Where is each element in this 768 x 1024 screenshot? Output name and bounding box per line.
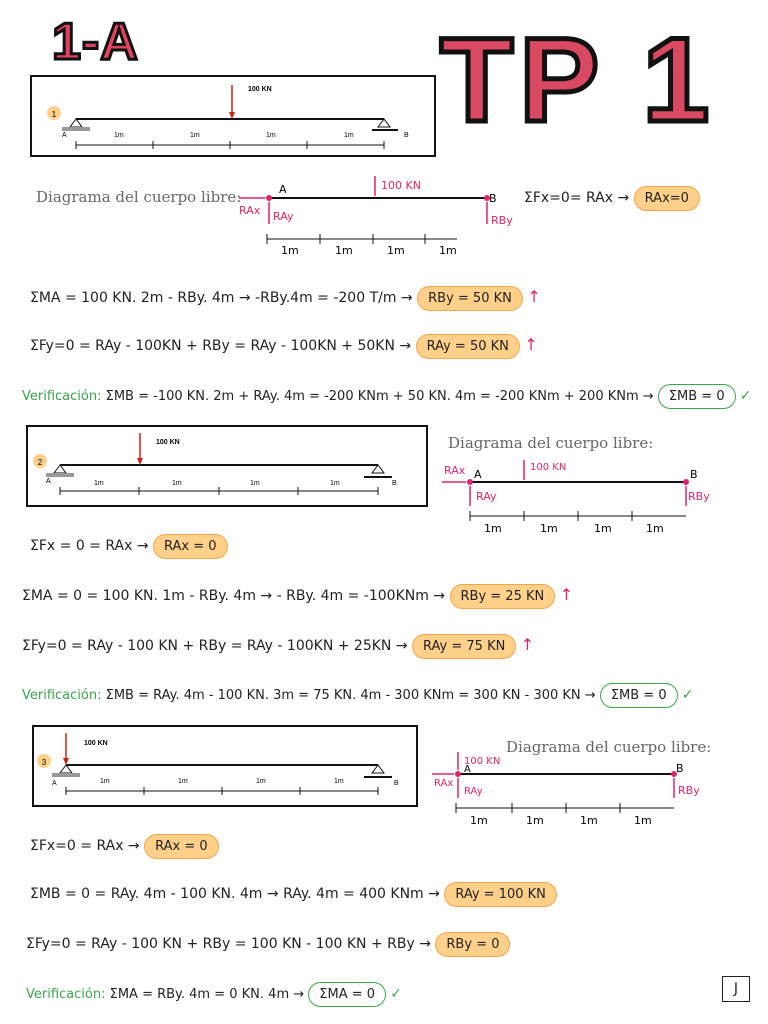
span-label: 1m <box>344 132 354 139</box>
problem-2-fbd <box>440 456 730 536</box>
roller-support-icon <box>378 119 390 127</box>
svg-text:A: A <box>52 780 57 787</box>
fbd-label: Diagrama del cuerpo libre: <box>448 434 654 452</box>
svg-text:RAy: RAy <box>464 786 483 797</box>
result-highlight: RAy = 50 KN <box>416 334 520 359</box>
span-label: 1m <box>266 132 276 139</box>
node-b-label: B <box>404 132 409 139</box>
svg-text:2: 2 <box>37 458 43 467</box>
ground-hatch <box>62 127 90 131</box>
problem-3-figure <box>32 725 418 807</box>
svg-text:1m: 1m <box>281 244 299 254</box>
svg-text:1m: 1m <box>172 480 182 487</box>
problem-number: 1 <box>51 110 57 119</box>
eq-fx: ΣFx=0= RAx → RAx=0 <box>524 186 700 211</box>
svg-text:B: B <box>676 762 684 775</box>
eq-fy: ΣFy=0 = RAy - 100KN + RBy = RAy - 100KN + 50KN → RAy = 50 KN ↑ <box>30 334 538 359</box>
svg-text:1m: 1m <box>634 814 652 827</box>
verified-result: ΣMB = 0 <box>658 384 736 409</box>
eq-fy: ΣFy=0 = RAy - 100 KN + RBy = RAy - 100KN + 25KN → RAy = 75 KN ↑ <box>22 634 534 659</box>
svg-text:1m: 1m <box>256 778 266 785</box>
fbd-label: Diagrama del cuerpo libre: <box>506 738 712 756</box>
problem-1-figure <box>30 75 436 157</box>
svg-text:1m: 1m <box>484 522 502 535</box>
svg-text:A: A <box>464 764 471 775</box>
svg-text:A: A <box>279 183 287 196</box>
eq-fx: ΣFx=0 = RAx → RAx = 0 <box>30 834 219 859</box>
eq-fx: ΣFx = 0 = RAx → RAx = 0 <box>30 534 228 559</box>
problem-1-fbd <box>235 172 520 254</box>
page-code-title: 1-A <box>52 13 139 71</box>
eq-moment: ΣMB = 0 = RAy. 4m - 100 KN. 4m → RAy. 4m = 400 KNm → RAy = 100 KN <box>30 882 557 907</box>
svg-text:B: B <box>690 468 698 481</box>
svg-text:1m: 1m <box>178 778 188 785</box>
svg-text:RBy: RBy <box>688 490 710 503</box>
span-label: 1m <box>190 132 200 139</box>
svg-text:1m: 1m <box>335 244 353 254</box>
node-a-label: A <box>62 132 67 139</box>
svg-text:1m: 1m <box>646 522 664 535</box>
result-highlight: RBy = 50 KN <box>417 286 523 311</box>
eq-moment: ΣMA = 0 = 100 KN. 1m - RBy. 4m → - RBy. 4m = -100KNm → RBy = 25 KN ↑ <box>22 584 573 609</box>
svg-text:1m: 1m <box>330 480 340 487</box>
svg-text:1m: 1m <box>594 522 612 535</box>
span-label: 1m <box>114 132 124 139</box>
svg-text:100 KN: 100 KN <box>381 179 421 192</box>
eq-fy: ΣFy=0 = RAy - 100 KN + RBy = 100 KN - 100 KN + RBy → RBy = 0 <box>26 932 510 957</box>
svg-text:1m: 1m <box>439 244 457 254</box>
svg-text:A: A <box>46 478 51 485</box>
svg-text:A: A <box>474 468 482 481</box>
svg-text:RBy: RBy <box>491 214 513 227</box>
tp-title: TP 1 <box>440 13 716 147</box>
pin-support-icon <box>60 765 72 773</box>
svg-text:1m: 1m <box>540 522 558 535</box>
svg-text:RAy: RAy <box>476 490 497 503</box>
svg-text:1m: 1m <box>470 814 488 827</box>
svg-text:RBy: RBy <box>678 784 700 797</box>
verification: Verificación: ΣMB = -100 KN. 2m + RAy. 4m = -200 KNm + 50 KN. 4m = -200 KNm + 200 KNm → ΣMB = 0 ✓ <box>22 384 751 409</box>
svg-text:B: B <box>394 780 399 787</box>
svg-text:B: B <box>392 480 397 487</box>
fbd-label: Diagrama del cuerpo libre: <box>36 188 242 206</box>
svg-text:100 KN: 100 KN <box>84 740 108 747</box>
problem-3-fbd <box>430 750 720 830</box>
svg-text:1m: 1m <box>94 480 104 487</box>
svg-text:RAx: RAx <box>444 464 466 477</box>
svg-text:RAy: RAy <box>273 210 294 223</box>
svg-text:100 KN: 100 KN <box>156 439 180 446</box>
roller-support-icon <box>372 765 384 773</box>
verification: Verificación: ΣMB = RAy. 4m - 100 KN. 3m = 75 KN. 4m - 300 KNm = 300 KN - 300 KN → ΣMB = 0 ✓ <box>22 683 693 708</box>
svg-text:3: 3 <box>41 758 47 767</box>
load-label: 100 KN <box>248 86 272 93</box>
page-number: J <box>722 976 750 1002</box>
svg-text:1m: 1m <box>580 814 598 827</box>
problem-2-figure <box>26 425 428 507</box>
svg-text:RAx: RAx <box>239 204 261 217</box>
svg-text:100 KN: 100 KN <box>530 462 567 473</box>
svg-text:RAx: RAx <box>434 778 454 789</box>
svg-text:1m: 1m <box>387 244 405 254</box>
svg-text:100 KN: 100 KN <box>464 756 501 767</box>
pin-support-icon <box>70 119 82 127</box>
svg-text:1m: 1m <box>526 814 544 827</box>
svg-text:B: B <box>489 192 497 205</box>
roller-support-icon <box>372 465 384 473</box>
eq-moment: ΣMA = 100 KN. 2m - RBy. 4m → -RBy.4m = -200 T/m → RBy = 50 KN ↑ <box>30 286 541 311</box>
result-highlight: RAx=0 <box>634 186 700 211</box>
svg-text:1m: 1m <box>334 778 344 785</box>
svg-text:1m: 1m <box>250 480 260 487</box>
verification: Verificación: ΣMA = RBy. 4m = 0 KN. 4m → ΣMA = 0 ✓ <box>26 982 402 1007</box>
pin-support-icon <box>54 465 66 473</box>
svg-text:1m: 1m <box>100 778 110 785</box>
